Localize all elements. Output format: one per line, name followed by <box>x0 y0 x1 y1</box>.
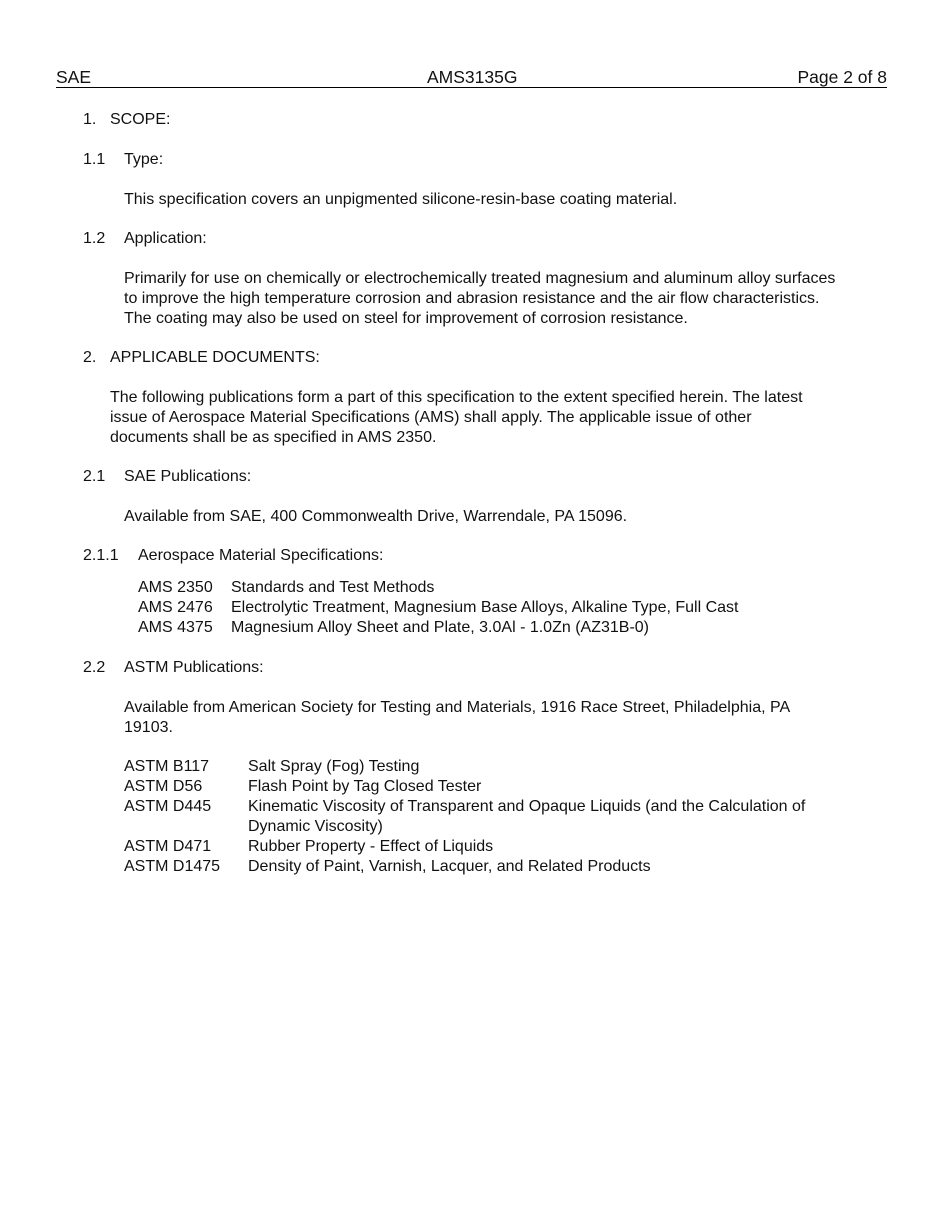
section-2-1-number: 2.1 <box>83 468 106 485</box>
paragraph-line: Primarily for use on chemically or electrochemically treated magnesium and aluminum alloy surfaces <box>124 270 836 287</box>
spec-code: AMS 2476 <box>138 599 213 616</box>
section-2-2-title: ASTM Publications: <box>124 659 264 676</box>
section-2-1-title: SAE Publications: <box>124 468 252 485</box>
paragraph-line: documents shall be as specified in AMS 2350. <box>110 429 437 446</box>
astm-description: Density of Paint, Varnish, Lacquer, and Related Products <box>248 858 651 875</box>
header-org: SAE <box>56 67 92 87</box>
section-2-1-1-number: 2.1.1 <box>83 547 119 564</box>
spec-code: AMS 2350 <box>138 579 213 596</box>
section-2-1-1-title: Aerospace Material Specifications: <box>138 547 384 564</box>
page-header <box>56 67 887 88</box>
header-page-number: Page 2 of 8 <box>797 67 887 87</box>
section-1-2-number: 1.2 <box>83 230 106 247</box>
astm-code: ASTM D471 <box>124 838 212 855</box>
section-2-number: 2. <box>83 349 97 366</box>
paragraph-line: The following publications form a part of this specification to the extent specified herein. The latest <box>110 389 803 406</box>
astm-code: ASTM D56 <box>124 778 203 795</box>
spec-description: Electrolytic Treatment, Magnesium Base Alloys, Alkaline Type, Full Cast <box>231 599 739 616</box>
section-1-number: 1. <box>83 111 97 128</box>
section-2-paragraph <box>110 388 803 448</box>
astm-code: ASTM B117 <box>124 758 210 775</box>
astm-code: ASTM D1475 <box>124 858 221 875</box>
section-1-2-paragraph <box>124 269 835 329</box>
section-2-2-number: 2.2 <box>83 659 106 676</box>
astm-code: ASTM D445 <box>124 798 212 815</box>
astm-description: Flash Point by Tag Closed Tester <box>248 778 482 795</box>
paragraph-line: 19103. <box>124 719 173 736</box>
section-1-2-title: Application: <box>124 230 207 247</box>
section-1-1-number: 1.1 <box>83 151 106 168</box>
spec-code: AMS 4375 <box>138 619 213 636</box>
paragraph-line: The coating may also be used on steel for improvement of corrosion resistance. <box>124 310 688 327</box>
astm-description: Kinematic Viscosity of Transparent and Opaque Liquids (and the Calculation of <box>248 798 806 815</box>
section-1-1-title: Type: <box>124 151 164 168</box>
section-1-title: SCOPE: <box>110 111 171 128</box>
astm-description-continued: Dynamic Viscosity) <box>248 818 383 835</box>
header-doc-number: AMS3135G <box>427 67 518 87</box>
section-2-2-paragraph <box>124 698 790 738</box>
paragraph-line: to improve the high temperature corrosion and abrasion resistance and the air flow characteristics. <box>124 290 820 307</box>
astm-description: Salt Spray (Fog) Testing <box>248 758 420 775</box>
spec-description: Magnesium Alloy Sheet and Plate, 3.0Al - 1.0Zn (AZ31B-0) <box>231 619 649 636</box>
section-1-1-text: This specification covers an unpigmented silicone-resin-base coating material. <box>124 191 678 208</box>
spec-description: Standards and Test Methods <box>231 579 435 596</box>
section-2-title: APPLICABLE DOCUMENTS: <box>110 349 320 366</box>
paragraph-line: issue of Aerospace Material Specifications (AMS) shall apply. The applicable issue of other <box>110 409 752 426</box>
paragraph-line: Available from American Society for Testing and Materials, 1916 Race Street, Philadelphia, PA <box>124 699 791 716</box>
section-2-1-text: Available from SAE, 400 Commonwealth Drive, Warrendale, PA 15096. <box>124 508 628 525</box>
astm-description: Rubber Property - Effect of Liquids <box>248 838 494 855</box>
